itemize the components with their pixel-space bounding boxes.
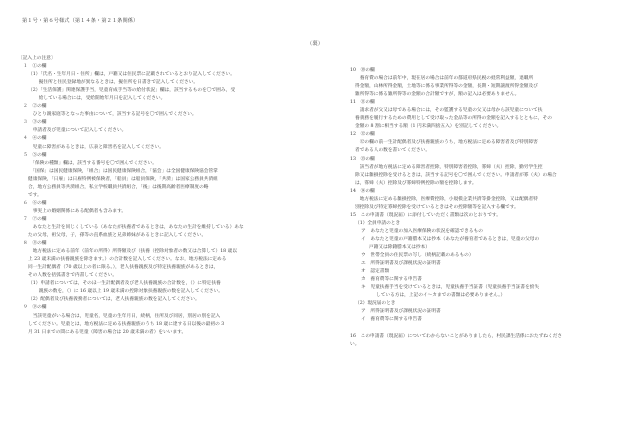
note-line: （1）「氏名・生年月日・住所」欄は，戸籍又は住民票に記載されているとおり記入してください。 xyxy=(28,72,235,78)
note-line: 上 23 歳未満の扶養親族を除きます。）の合計数を記入してください。なお，地方税法に定める xyxy=(28,257,227,263)
note-line: 地方税法に定める前年（前年の所得）所得額及び（扶養（控除対象者の数又は合算して）18 歳以 xyxy=(28,249,238,255)
note-line: ア あなたと児童の加入医療保険の状況を確認できるもの xyxy=(361,228,483,234)
note-line: エ 所得証明書及び課税状況の証明書 xyxy=(361,261,441,267)
note-line: ４ ④の欄 xyxy=(23,136,47,142)
note-line: ア 所得証明書及び課税状況の証明書 xyxy=(361,309,441,315)
note-line: 児童に障害があるときは，広表と障害名を記入してください。 xyxy=(28,144,164,150)
form-header: 第１号・第６号様式（第１４条・第２１条関係） xyxy=(22,18,139,24)
note-line: 12 ⑫の欄 xyxy=(350,132,375,138)
note-line: イ 養育費等に関する申告書 xyxy=(361,317,422,323)
note-line: ８ ⑧の欄 xyxy=(23,241,47,247)
note-line: い。 xyxy=(350,341,360,347)
note-line: ７ ⑦の欄 xyxy=(23,216,47,222)
note-line: 健康保険，「日雇」は日雇特例被保険者，「船員」は船員保険，「共済」は国家公務員共済組 xyxy=(28,176,218,182)
note-line: （1）全員申請のとき xyxy=(355,220,401,226)
note-line: 金額の 8 割に相当する額（1 円未満四捨五入）を別記してください。 xyxy=(355,124,502,130)
note-line: 擬住所と住民登録地が異なるときは，擬住所を日書きで記入してください。 xyxy=(34,80,199,86)
note-line: 親族の数を，（）に 16 歳以上 19 歳未満の控除対象扶養親族の数を記入してください。 xyxy=(34,289,223,295)
note-line: 除又は雑損控除を受けるときは，該当する記号を〇で囲んでください。申請者が寡（夫）の場合 xyxy=(355,172,557,178)
note-line: 「保険の種類」欄は，該当する番号を〇で囲んでください。 xyxy=(28,160,157,166)
note-line: オ 認定書類 xyxy=(361,269,390,275)
note-line: たの父母，祖父母，子，孫等の直系血族と兄弟姉妹があるときに記入してください。 xyxy=(28,233,207,239)
note-line: 者である人の数を書いてください。 xyxy=(355,148,431,154)
note-line: 申請者及び児童について記入してください。 xyxy=(28,128,127,134)
note-line: 戸籍又は除籍謄本又は抄本） xyxy=(369,245,430,251)
note-line: ９ ⑨の欄 xyxy=(23,305,47,311)
note-line: 13 ⑬の欄 xyxy=(350,156,375,162)
notes-right-column xyxy=(345,67,611,349)
note-line: １ ①の欄 xyxy=(23,64,47,70)
note-line: 事実上の婚姻関係にある配偶者も含みます。 xyxy=(28,208,127,214)
note-line: カ 養育費等に関する申告書 xyxy=(361,277,422,283)
note-line: ⑫の欄の前一生計配偶者及び扶養親族のうち，地方税法に定める障害者及び特別障害 xyxy=(355,140,538,146)
note-line: 該当者が地方税法に定める障害者控除，特別障害者控除，寡婦（夫）控除，勤労学生控 xyxy=(355,164,543,170)
note-line: 合，地方公務員等共済組合，私立学校職員共済組合，「後」は後期高齢者医療制度の略 xyxy=(28,184,209,190)
note-line: ５ ⑤の欄 xyxy=(23,152,47,158)
note-line: 10 ⑩の欄 xyxy=(350,68,375,73)
note-line: 得金額，山林所得金額，土地等に係る事業所得等の金額，長期・短期譲渡所得金額及び xyxy=(355,84,538,90)
note-line: 当該児童がいる場合は，児童名，児童の生年月日，続柄，住所及び同居，別居の別を記入 xyxy=(28,313,221,319)
note-line: ひとり親家庭等となった事由について，該当する記号を〇で囲んでください。 xyxy=(28,112,197,118)
note-line: 別控除及び特定寡婦控除を受けているときはその控除額等を記入する欄です。 xyxy=(355,204,519,210)
note-line: 雑所得等に係る雑所得等の金額の合計額ですが，額の記入は必要ありません。 xyxy=(355,92,520,98)
note-line: 〔記入上の注意〕 xyxy=(18,56,56,61)
note-line: している方は，上記のイ～カまでの書類は必要ありません。） xyxy=(376,293,506,299)
note-line: あなたと生計を同じくしている（あなたが扶養者であるときは，あなたの生計を維持している）あな xyxy=(28,224,244,230)
note-line: 「国保」は国民健康保険，「組合」は国民健康保険組合，「協会」は全国健康保険協会管掌 xyxy=(28,168,218,174)
note-line: キ 児童扶養手当を受けているときは，児童扶養手当証書（児童扶養手当証書を紛失 xyxy=(361,285,540,291)
note-line: ３ ③の欄 xyxy=(23,120,47,126)
note-line: 養義務を履行するための費用として受け取った金品等の所得の金額を記入するとともに，その xyxy=(355,116,552,122)
note-line xyxy=(345,325,611,333)
note-line: してください。児童とは，地方税法に定める扶養親族のうち 18 歳に達する日以後の最初の 3 xyxy=(28,321,225,327)
note-line: 16 この申請書（現況届）についてわからないことがありましたら，村民課生活係におたずねくださ xyxy=(350,333,563,339)
note-line: 11 ⑪の欄 xyxy=(350,100,375,106)
note-line: です。 xyxy=(28,192,42,198)
note-line: 15 この申請書（現況届）に添付していただく書類は次のとおりです。 xyxy=(350,212,501,218)
note-line: 月 31 日までの間にある児童（障害の場合は 20 歳未満の者）をいいます。 xyxy=(28,329,187,335)
note-line: （2）「生活保護」関連保護手当，児童育成手当等の給付状況」欄は，該当するものを〇で囲み，受 xyxy=(28,88,236,94)
note-line: 給している場合には，受給開始年月日を記入してください。 xyxy=(34,96,166,102)
note-line: ２ ②の欄 xyxy=(23,104,47,110)
note-line: 請求者が父又は母である場合には，その監護する児童の父又は母から該児童について扶 xyxy=(355,108,543,114)
note-line: （2）現況届のとき xyxy=(355,301,396,307)
note-line: 地方税法に定める雑損控除，医療費控除，小規模企業共済等掛金控除，又は配偶者特 xyxy=(355,196,538,202)
note-line: 同一生計配偶者（70 歳以上の者に限る。），老人扶養親族及び特定扶養親族があるときは， xyxy=(28,265,219,271)
note-line: （2）配偶者及び扶養義務者については，老人扶養親族の数を記入してください。 xyxy=(28,297,200,303)
note-line: 養育費の場合は前年中，現在居の場合は前年の都道府県民税の経常利益額，退職所 xyxy=(355,76,534,82)
note-line: ウ 世帯全員の住民票の写し（続柄記載のあるもの） xyxy=(361,253,474,259)
note-line: ６ ⑥の欄 xyxy=(23,200,47,206)
note-line: 14 ⑭の欄 xyxy=(350,188,375,194)
notes-left-column xyxy=(18,55,302,337)
note-line: イ あなたと児童の戸籍謄本又は抄本（あなたが養育者であるときは，児童の父母の xyxy=(361,236,540,242)
note-line: （1）申請者については，そのほ一生計配偶者及び老人扶養親族の合計数を，（）に特定扶養 xyxy=(28,281,221,287)
note-line: その人数を括弧書きで内書してください。 xyxy=(28,273,118,279)
note-line: は，寡婦（夫）控除及び寡婦特例控除の額を控除します。 xyxy=(355,180,477,186)
reverse-side-label: （裏） xyxy=(306,41,324,47)
